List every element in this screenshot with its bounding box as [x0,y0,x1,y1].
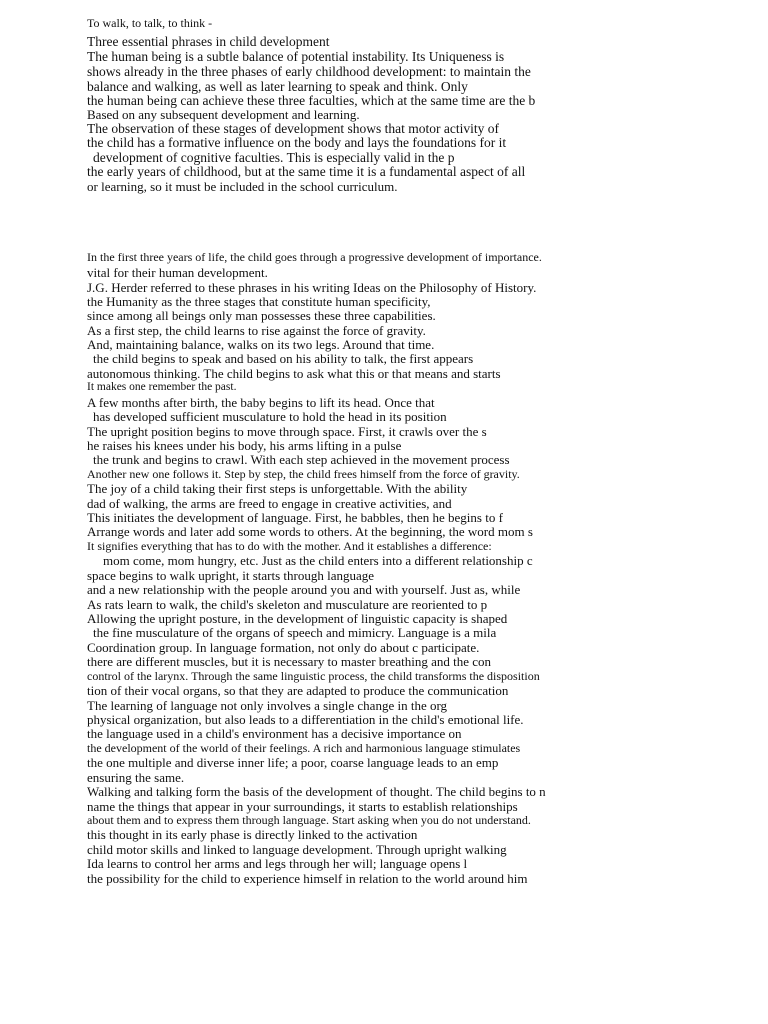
text-line: Another new one follows it. Step by step, the child frees himself from the force of gravity. [87,467,520,481]
text-line: ensuring the same. [87,770,185,785]
text-line: Allowing the upright posture, in the development of linguistic capacity is shaped [87,611,508,626]
text-line: vital for their human development. [87,265,268,280]
text-line: A few months after birth, the baby begins to lift its head. Once that [87,395,435,410]
heading-subtitle: Three essential phrases in child development [87,34,330,49]
text-line: The upright position begins to move through space. First, it crawls over the s [87,424,487,439]
text-line: the early years of childhood, but at the same time it is a fundamental aspect of all [87,164,526,179]
text-line: the child has a formative influence on the body and lays the foundations for it [87,135,507,150]
text-line: or learning, so it must be included in the school curriculum. [87,179,398,194]
text-line: Arrange words and later add some words to others. At the beginning, the word mom s [87,524,533,539]
text-line: the trunk and begins to crawl. With each step achieved in the movement process [93,452,510,467]
text-line: And, maintaining balance, walks on its two legs. Around that time. [87,337,435,352]
text-line: The observation of these stages of development shows that motor activity of [87,121,500,136]
text-line: Based on any subsequent development and learning. [87,107,360,122]
text-line: In the first three years of life, the child goes through a progressive development of importance. [87,250,542,264]
text-line: the Humanity as the three stages that constitute human specificity, [87,294,431,309]
text-line: autonomous thinking. The child begins to ask what this or that means and starts [87,366,501,381]
text-line: the child begins to speak and based on his ability to talk, the first appears [93,351,474,366]
text-line: As a first step, the child learns to rise against the force of gravity. [87,323,426,338]
text-line: mom come, mom hungry, etc. Just as the child enters into a different relationship c [103,553,533,568]
text-line: he raises his knees under his body, his arms lifting in a pulse [87,438,402,453]
text-line: Ida learns to control her arms and legs through her will; language opens l [87,856,468,871]
text-line: The human being is a subtle balance of potential instability. Its Uniqueness is [87,49,505,64]
text-line: The learning of language not only involves a single change in the org [87,698,448,713]
text-line: Walking and talking form the basis of the development of thought. The child begins to n [87,784,546,799]
text-line: Coordination group. In language formation, not only do about c participate. [87,640,480,655]
text-line: has developed sufficient musculature to hold the head in its position [93,409,447,424]
text-line: the language used in a child's environment has a decisive importance on [87,726,462,741]
text-line: this thought in its early phase is directly linked to the activation [87,827,418,842]
text-line: child motor skills and linked to language development. Through upright walking [87,842,507,857]
text-line: space begins to walk upright, it starts through language [87,568,375,583]
text-line: tion of their vocal organs, so that they are adapted to produce the communication [87,683,509,698]
text-line: As rats learn to walk, the child's skeleton and musculature are reoriented to p [87,597,488,612]
text-line: and a new relationship with the people around you and with yourself. Just as, while [87,582,521,597]
text-line: the human being can achieve these three faculties, which at the same time are the b [87,93,536,108]
text-line: the development of the world of their feelings. A rich and harmonious language stimulates [87,741,521,755]
text-line: about them and to express them through language. Start asking when you do not understand. [87,813,531,827]
text-line: the one multiple and diverse inner life; a poor, coarse language leads to an emp [87,755,499,770]
text-line: the possibility for the child to experience himself in relation to the world around him [87,871,528,886]
text-line: physical organization, but also leads to a differentiation in the child's emotional life. [87,712,524,727]
text-line: name the things that appear in your surroundings, it starts to establish relationships [87,799,518,814]
text-line: control of the larynx. Through the same linguistic process, the child transforms the disposition [87,669,540,683]
text-line: This initiates the development of language. First, he babbles, then he begins to f [87,510,503,525]
heading-kicker: To walk, to talk, to think - [87,16,213,30]
text-line: It signifies everything that has to do with the mother. And it establishes a difference: [87,539,492,553]
text-line: development of cognitive faculties. This is especially valid in the p [93,150,455,165]
text-line: there are different muscles, but it is necessary to master breathing and the con [87,654,492,669]
text-line: The joy of a child taking their first steps is unforgettable. With the ability [87,481,468,496]
text-line: since among all beings only man possesses these three capabilities. [87,308,436,323]
text-line: balance and walking, as well as later learning to speak and think. Only [87,79,468,94]
text-line: dad of walking, the arms are freed to engage in creative activities, and [87,496,452,511]
text-line: the fine musculature of the organs of speech and mimicry. Language is a mila [93,625,497,640]
text-line: J.G. Herder referred to these phrases in his writing Ideas on the Philosophy of History. [87,280,537,295]
text-line: shows already in the three phases of early childhood development: to maintain the [87,64,531,79]
text-line: It makes one remember the past. [87,381,237,393]
